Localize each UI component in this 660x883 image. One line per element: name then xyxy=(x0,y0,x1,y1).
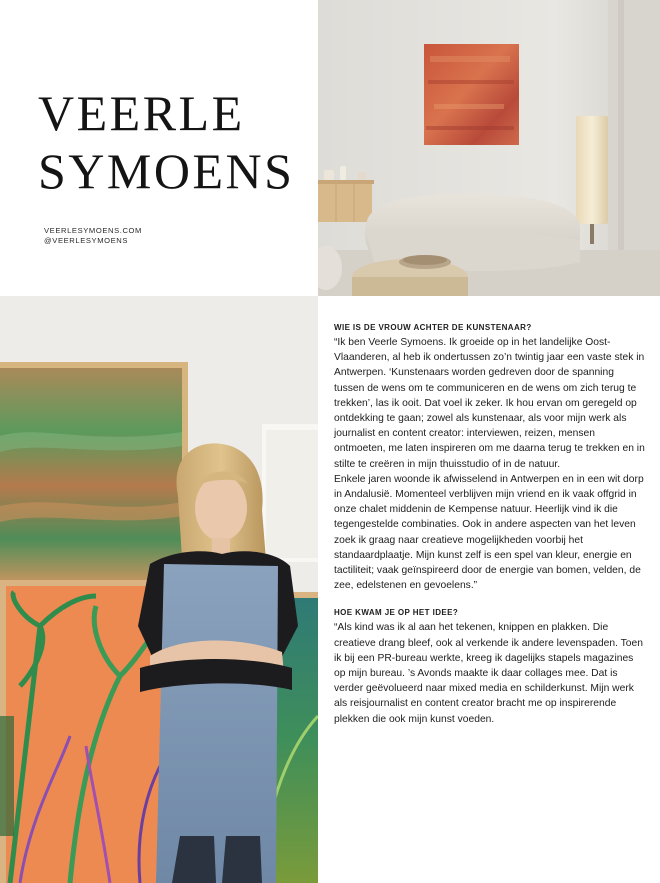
answer-paragraph-2: Enkele jaren woonde ik afwisselend in Antwerpen en in een wit dorp in Andalusië. Momenteel verblijven mijn vriend en ik vaak offgrid in onze chalet middenin de Kempense natuur. Heerlijk vind ik die tegengestelde combinaties. Ook in andere aspecten van het leven zoek ik graag naar creatieve mogelijkheden voorbij het standaardplaatje. Mijn kunst zelf is een spel van kleur, energie en tactiliteit; vaak geïnspireerd door de energie van bomen, velden, de zee, edelstenen en gevoelens.” xyxy=(334,473,644,592)
room-illustration xyxy=(318,0,660,296)
question-heading-1: WIE IS DE VROUW ACHTER DE KUNSTENAAR? xyxy=(334,323,532,332)
question-heading-2: HOE KWAM JE OP HET IDEE? xyxy=(334,608,459,618)
answer-paragraph-3: “Als kind was ik al aan het tekenen, knippen en plakken. Die creatieve drang bleef, ook al verkende ik andere levenspaden. Toen ik bij een PR-bureau werkte, kreeg ik dagelijks stapels magazines op mijn bureau. ’s Avonds maakte ik daar collages mee. Dat is verder geëvolueerd naar mixed media en schilderkunst. Mijn werk als reisjournalist en content creator bracht me op inspirerende plekken die ook mijn kunst voeden. xyxy=(334,622,643,725)
instagram-handle[interactable]: @VEERLESYMOENS xyxy=(44,236,129,245)
portrait-illustration xyxy=(0,296,318,883)
room-photo xyxy=(318,0,660,296)
sideboard xyxy=(318,166,374,222)
wall-canvas-abstract xyxy=(0,362,188,588)
contact-links xyxy=(44,226,142,246)
section-spacer xyxy=(334,593,646,607)
textured-white-canvas xyxy=(262,424,318,562)
artist-name-line2: SYMOENS xyxy=(38,143,295,199)
artist-name xyxy=(38,84,294,200)
answer-paragraph-1: “Ik ben Veerle Symoens. Ik groeide op in het landelijke Oost-Vlaanderen, al heb ik ondertussen zo’n twintig jaar een vaste stek in Antwerpen. ‘Kunstenaars worden gedreven door de spanning tussen de wens om te communiceren en de wens om zich terug te trekken’, las ik ooit. Dat voel ik zeker. Ik hou ervan om geregeld op ontdekking te gaan; zowel als kunstenaar, als voor mijn werk als journalist en content creator: interviewen, reizen, mensen ontmoeten, me laten inspireren om me daarna terug te trekken en in stilte te creëren in mijn thuisstudio of in de natuur. xyxy=(334,337,645,470)
wall-painting xyxy=(424,44,519,145)
title-block xyxy=(0,0,318,296)
website-link[interactable]: VEERLESYMOENS.COM xyxy=(44,226,142,235)
artist-name-line1: VEERLE xyxy=(38,85,245,141)
interview-article xyxy=(334,322,646,727)
artist-portrait-photo xyxy=(0,296,318,883)
